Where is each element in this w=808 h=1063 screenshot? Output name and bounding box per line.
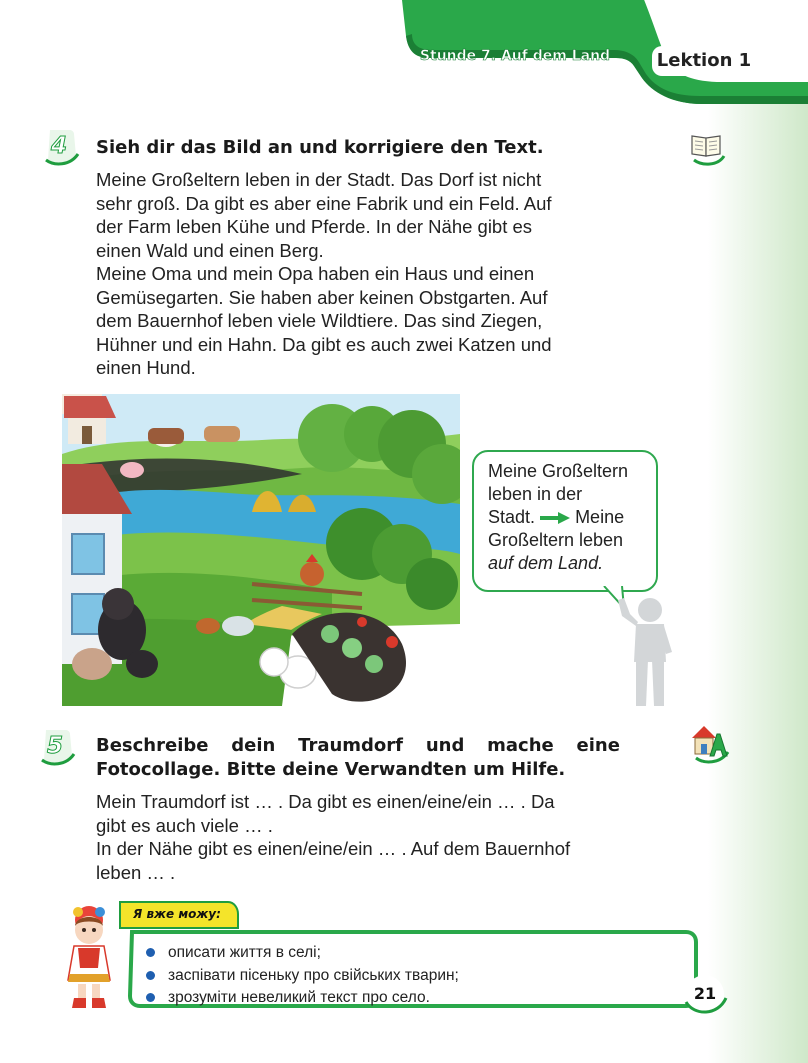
task-5-title-line-1 [96, 734, 620, 758]
task-5-badge [40, 730, 76, 766]
title-word: Traumdorf [298, 735, 404, 756]
can-do-list [146, 942, 459, 1010]
task-4-line: einen Wald und einen Berg. [96, 239, 324, 261]
child-silhouette [618, 596, 674, 708]
task-5-title-line-2: Fotocollage. Bitte deine Verwandten um Hilfe. [96, 759, 566, 780]
task-4-line: Gemüsegarten. Sie haben aber keinen Obstgarten. Auf [96, 286, 548, 308]
title-word: dein [231, 735, 276, 756]
unit-label: Lektion 1 [652, 46, 756, 76]
bubble-line: Meine Großeltern [488, 461, 629, 481]
book-icon [688, 128, 726, 166]
can-do-item: заспівати пісеньку про свійських тварин; [146, 965, 459, 988]
task-5-line: In der Nähe gibt es einen/eine/ein … . Auf dem Bauernhof [96, 838, 571, 859]
title-word: mache [487, 735, 554, 756]
can-do-item: описати життя в селі; [146, 942, 459, 965]
page-number-badge [682, 972, 728, 1016]
farm-illustration [62, 394, 460, 706]
house-letter-icon [690, 722, 730, 764]
task-5-line: gibt es auch viele … . [96, 814, 273, 836]
task-4-line: Hühner und ein Hahn. Da gibt es auch zwei Katzen und [96, 333, 552, 355]
task-4-line: Meine Oma und mein Opa haben ein Haus und einen [96, 263, 535, 284]
task-5-line: leben … . [96, 861, 176, 883]
task-4-line: einen Hund. [96, 357, 196, 378]
can-do-label: Я вже можу: [133, 907, 221, 921]
task-4-number: 4 [50, 133, 67, 159]
arrow-right-icon [540, 512, 570, 524]
title-word: und [425, 735, 465, 756]
lesson-title: Stunde 7. Auf dem Land [419, 48, 611, 64]
speech-bubble [472, 450, 658, 592]
task-4-line: sehr groß. Da gibt es aber eine Fabrik und ein Feld. Auf [96, 192, 552, 214]
girl-illustration [56, 904, 122, 1012]
can-do-label-wrap [118, 900, 240, 930]
task-5-number: 5 [46, 733, 63, 759]
task-4-title: Sieh dir das Bild an und korrigiere den Text. [96, 137, 544, 158]
bubble-line: Großeltern leben [488, 530, 624, 550]
bubble-old-word: Stadt. [488, 507, 536, 527]
bubble-line-arrow [488, 506, 646, 529]
task-4-line: Meine Großeltern leben in der Stadt. Das Dorf ist nicht [96, 169, 542, 190]
bubble-line: leben in der [488, 484, 583, 504]
page-number: 21 [693, 984, 717, 1003]
bubble-new-word: Meine [575, 507, 625, 527]
side-gradient-band [708, 100, 808, 1063]
bubble-line-italic: auf dem Land. [488, 553, 604, 573]
title-word: Beschreibe [96, 735, 209, 756]
task-4-line: dem Bauernhof leben viele Wildtiere. Das sind Ziegen, [96, 310, 543, 331]
can-do-item: зрозуміти невеликий текст про село. [146, 987, 459, 1010]
title-word: eine [576, 735, 620, 756]
task-4-line: der Farm leben Kühe und Pferde. In der Nähe gibt es [96, 216, 533, 237]
task-4-badge [44, 130, 80, 166]
task-5-line: Mein Traumdorf ist … . Da gibt es einen/eine/ein … . Da [96, 791, 555, 812]
